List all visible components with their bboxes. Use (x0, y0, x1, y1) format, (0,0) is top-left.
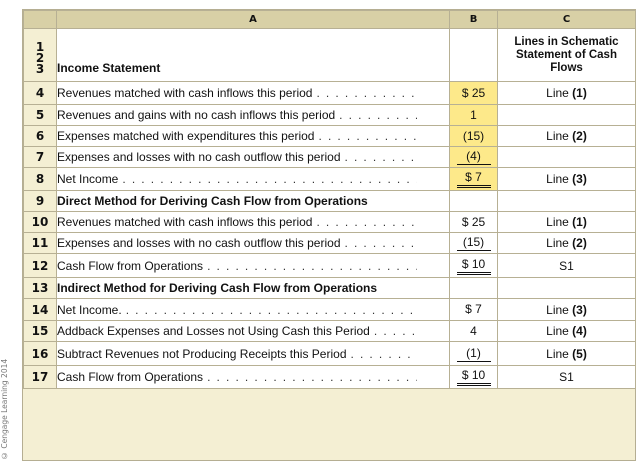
cash-flow-table (23, 10, 636, 389)
line-reference-prefix: Line (546, 346, 573, 361)
cell-c[interactable] (498, 105, 636, 126)
cell-b[interactable] (450, 147, 498, 168)
row-number-2: 2 (35, 51, 45, 65)
schematic-lines-heading: Lines in Schematic Statement of Cash Flows (514, 35, 619, 74)
cell-a[interactable] (57, 212, 450, 233)
row-label: Subtract Revenues not Producing Receipts this Period (57, 346, 347, 361)
cell-a[interactable] (57, 82, 450, 105)
cell-b[interactable] (450, 342, 498, 366)
row-number: 8 (24, 168, 57, 191)
cell-c[interactable] (498, 366, 636, 389)
row-number: 9 (24, 191, 57, 212)
dot-leader (122, 172, 417, 186)
cell-c[interactable] (498, 212, 636, 233)
cell-b[interactable] (450, 254, 498, 278)
cell-c[interactable] (498, 233, 636, 254)
cell-b[interactable] (450, 278, 498, 299)
row-label: Addback Expenses and Losses not Using Cash this Period (57, 324, 370, 338)
income-statement-heading: Income Statement (57, 61, 161, 75)
table-row (24, 321, 636, 342)
row-label: Net Income. (57, 302, 122, 317)
cell-c-header[interactable] (498, 29, 636, 82)
table-row (24, 82, 636, 105)
line-reference-prefix: Line (546, 172, 573, 186)
column-header-a[interactable]: A (57, 11, 450, 29)
header-row-1-3 (24, 29, 636, 82)
cell-c[interactable] (498, 168, 636, 191)
row-label: Expenses matched with expenditures this period (57, 129, 315, 143)
column-header-c[interactable]: C (498, 11, 636, 29)
row-number-1-3 (24, 29, 57, 82)
row-number: 12 (24, 254, 57, 278)
row-label: Net Income (57, 172, 119, 186)
dot-leader (345, 236, 418, 250)
cell-c[interactable] (498, 126, 636, 147)
line-reference-number: (2) (572, 236, 587, 250)
amount-value: $ 10 (457, 368, 491, 386)
cell-a[interactable] (57, 126, 450, 147)
amount-value: (1) (457, 346, 491, 362)
amount-value: $ 25 (461, 214, 486, 229)
table-row (24, 278, 636, 299)
amount-value: (15) (462, 128, 485, 143)
cell-b[interactable] (450, 212, 498, 233)
row-label: Expenses and losses with no cash outflow this period (57, 150, 341, 164)
copyright-credit: © Cengage Learning 2014 (0, 358, 9, 460)
dot-leader (316, 215, 417, 229)
dot-leader (339, 108, 417, 122)
cell-a[interactable] (57, 233, 450, 254)
cell-a[interactable] (57, 191, 450, 212)
table-row (24, 254, 636, 278)
cell-b[interactable] (450, 233, 498, 254)
cell-a[interactable] (57, 168, 450, 191)
row-label: Cash Flow from Operations (57, 258, 204, 273)
row-label: Revenues matched with cash inflows this period (57, 215, 313, 229)
line-reference-number: (3) (572, 172, 587, 186)
row-number: 14 (24, 299, 57, 321)
cell-a[interactable] (57, 342, 450, 366)
dot-leader (374, 324, 417, 338)
row-number: 5 (24, 105, 57, 126)
row-number: 7 (24, 147, 57, 168)
cell-a[interactable] (57, 299, 450, 321)
line-reference-prefix: Line (546, 215, 573, 229)
cell-c[interactable] (498, 278, 636, 299)
line-reference-prefix: Line (546, 302, 573, 317)
cell-a[interactable] (57, 278, 450, 299)
row-label: Cash Flow from Operations (57, 370, 204, 384)
table-row (24, 126, 636, 147)
column-header-row (24, 11, 636, 29)
line-reference-number: (4) (572, 324, 587, 338)
table-row (24, 212, 636, 233)
amount-value: 1 (470, 107, 477, 122)
column-header-b[interactable]: B (450, 11, 498, 29)
cell-b[interactable] (450, 191, 498, 212)
cell-a-header[interactable] (57, 29, 450, 82)
cell-b[interactable] (450, 82, 498, 105)
line-reference-number: (5) (572, 346, 587, 361)
cell-b[interactable] (450, 299, 498, 321)
dot-leader (351, 347, 418, 361)
dot-leader (316, 86, 417, 100)
row-number-1: 1 (35, 40, 45, 54)
line-reference-number: (3) (572, 302, 587, 317)
section-heading: Direct Method for Deriving Cash Flow from Operations (57, 194, 368, 208)
dot-leader (126, 303, 417, 317)
table-row (24, 366, 636, 389)
dot-leader (207, 259, 417, 273)
amount-value: $ 10 (457, 257, 491, 275)
row-number: 10 (24, 212, 57, 233)
cell-c[interactable] (498, 147, 636, 168)
row-number: 13 (24, 278, 57, 299)
row-number: 16 (24, 342, 57, 366)
table-row (24, 168, 636, 191)
table-row (24, 191, 636, 212)
cell-b-header[interactable] (450, 29, 498, 82)
amount-value: $ 25 (461, 85, 486, 100)
row-number: 15 (24, 321, 57, 342)
amount-value: $ 7 (465, 302, 482, 316)
table-row (24, 147, 636, 168)
corner-cell (24, 11, 57, 29)
row-number: 4 (24, 82, 57, 105)
amount-value: 4 (470, 323, 477, 338)
row-label: Expenses and losses with no cash outflow this period (57, 236, 341, 250)
table-row (24, 105, 636, 126)
cell-a[interactable] (57, 254, 450, 278)
line-reference-prefix: Line (546, 236, 573, 250)
cell-c[interactable] (498, 299, 636, 321)
cell-c[interactable] (498, 254, 636, 278)
cell-c[interactable] (498, 191, 636, 212)
row-number: 6 (24, 126, 57, 147)
line-reference-prefix: Line (546, 324, 573, 338)
cell-c[interactable] (498, 342, 636, 366)
cell-c[interactable] (498, 321, 636, 342)
table-row (24, 233, 636, 254)
spreadsheet (22, 9, 636, 461)
amount-value: (15) (457, 235, 491, 251)
row-label: Revenues and gains with no cash inflows this period (57, 108, 336, 122)
cell-c[interactable] (498, 82, 636, 105)
dot-leader (207, 370, 417, 384)
cell-a[interactable] (57, 147, 450, 168)
cell-b[interactable] (450, 126, 498, 147)
table-row (24, 299, 636, 321)
dot-leader (318, 129, 417, 143)
line-reference-prefix: S1 (559, 258, 574, 273)
line-reference-prefix: S1 (559, 370, 574, 384)
table-row (24, 342, 636, 366)
line-reference-prefix: Line (546, 86, 573, 100)
row-label: Revenues matched with cash inflows this period (57, 86, 313, 100)
line-reference-number: (1) (572, 86, 587, 100)
line-reference-prefix: Line (546, 129, 573, 143)
line-reference-number: (2) (572, 129, 587, 143)
row-number-3: 3 (35, 62, 45, 76)
cell-b[interactable] (450, 105, 498, 126)
line-reference-number: (1) (572, 215, 587, 229)
cell-a[interactable] (57, 366, 450, 389)
amount-value: $ 7 (457, 170, 491, 188)
dot-leader (345, 150, 418, 164)
cell-b[interactable] (450, 168, 498, 191)
cell-a[interactable] (57, 321, 450, 342)
cell-b[interactable] (450, 366, 498, 389)
row-number: 11 (24, 233, 57, 254)
amount-value: (4) (457, 149, 491, 165)
row-number: 17 (24, 366, 57, 389)
cell-a[interactable] (57, 105, 450, 126)
cell-b[interactable] (450, 321, 498, 342)
section-heading: Indirect Method for Deriving Cash Flow from Operations (57, 281, 378, 295)
